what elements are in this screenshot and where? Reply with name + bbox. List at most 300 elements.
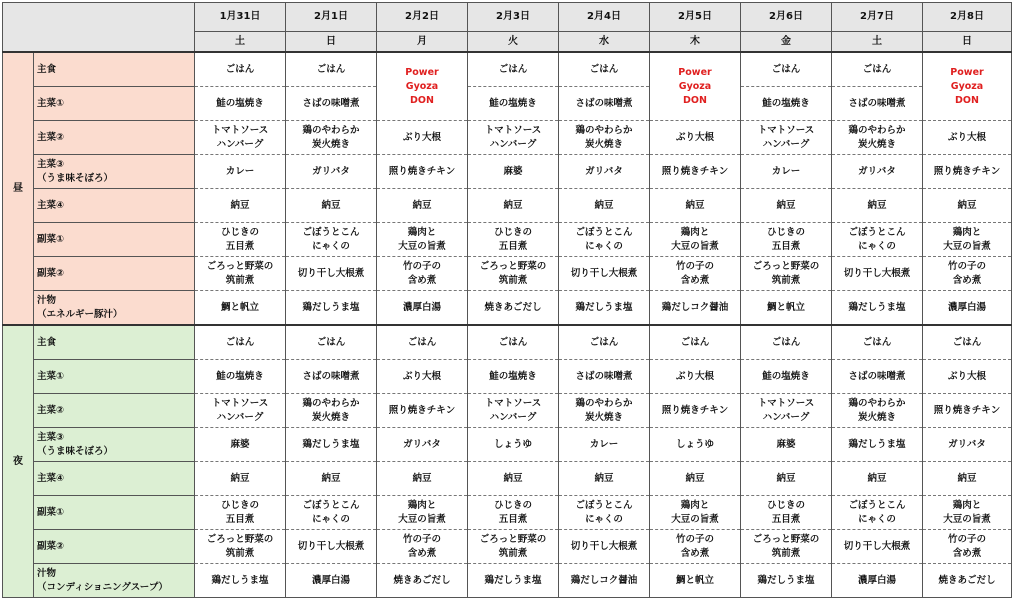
menu-cell-line: 大豆の旨煮 [398, 240, 446, 252]
menu-cell [468, 257, 559, 291]
category-label [34, 121, 195, 155]
menu-cell-text: 濃厚白湯 [947, 301, 986, 313]
menu-cell [195, 155, 286, 189]
menu-cell [923, 189, 1012, 223]
weekday-header: 水 [559, 32, 650, 53]
menu-cell-line: 切り干し大根煮 [570, 267, 638, 279]
menu-cell [377, 223, 468, 257]
section-label-lunch: 昼 [3, 52, 34, 325]
menu-cell-text: 麻婆 [230, 438, 250, 450]
menu-cell [377, 564, 468, 598]
menu-cell-text: さばの味噌煮 [302, 97, 360, 109]
menu-cell [559, 462, 650, 496]
menu-cell-line: 鶏のやわらか [302, 124, 360, 136]
menu-cell [923, 121, 1012, 155]
menu-cell-line: トマトソース [757, 397, 815, 409]
special-line: DON [410, 94, 434, 106]
menu-cell-line: ごぼうとこん [302, 226, 360, 238]
menu-cell [832, 428, 923, 462]
menu-cell-text: 鶏だしうま塩 [848, 301, 906, 313]
menu-cell-line: トマトソース [484, 397, 542, 409]
menu-cell [195, 87, 286, 121]
menu-cell-text: 納豆 [776, 199, 796, 211]
menu-cell-text: ぶり大根 [675, 370, 714, 382]
menu-cell [468, 52, 559, 87]
category-name: 副菜② [37, 267, 65, 279]
menu-cell [832, 394, 923, 428]
menu-cell-line: 照り焼きチキン [933, 404, 1001, 416]
menu-cell [923, 360, 1012, 394]
menu-cell [741, 121, 832, 155]
special-line: DON [955, 94, 979, 106]
weekday-header: 木 [650, 32, 741, 53]
menu-cell-text: 焼きあごだし [938, 574, 996, 586]
menu-cell-line: 竹の子の [947, 533, 986, 545]
menu-cell [741, 564, 832, 598]
menu-cell-line: 竹の子の [675, 260, 714, 272]
menu-cell-text: 納豆 [412, 472, 432, 484]
menu-cell-line: にゃくの [312, 513, 350, 525]
weekday-header: 日 [286, 32, 377, 53]
menu-cell-text: 鶏だしうま塩 [484, 574, 542, 586]
menu-cell-line: ごろっと野菜の [479, 533, 547, 545]
menu-cell [650, 530, 741, 564]
weekday-header: 火 [468, 32, 559, 53]
menu-cell-text: ガリバタ [858, 165, 896, 177]
menu-cell-text: 照り焼きチキン [661, 165, 729, 177]
menu-cell-text: さばの味噌煮 [575, 370, 633, 382]
menu-cell-text: ぶり大根 [402, 370, 441, 382]
category-name: 主菜④ [37, 472, 65, 484]
menu-cell-line: にゃくの [858, 240, 896, 252]
menu-cell [923, 462, 1012, 496]
menu-cell [832, 257, 923, 291]
menu-cell [377, 189, 468, 223]
menu-cell [377, 121, 468, 155]
menu-cell-line: ごぼうとこん [302, 499, 360, 511]
menu-cell-line: ごぼうとこん [848, 499, 906, 511]
menu-cell-text: ごはん [316, 336, 346, 348]
menu-cell-text: 納豆 [957, 472, 977, 484]
menu-cell [923, 325, 1012, 360]
menu-cell-text: ごはん [952, 336, 982, 348]
menu-cell-text: 焼きあごだし [393, 574, 451, 586]
menu-cell-line: ハンバーグ [489, 138, 537, 150]
menu-cell [286, 325, 377, 360]
menu-cell-text: ごはん [771, 63, 801, 75]
menu-cell [650, 291, 741, 326]
menu-cell-line: 竹の子の [947, 260, 986, 272]
menu-cell [832, 189, 923, 223]
special-line: Gyoza [950, 80, 984, 92]
special-line: Gyoza [405, 80, 439, 92]
menu-cell-line: にゃくの [312, 240, 350, 252]
menu-cell-line: ごろっと野菜の [206, 533, 274, 545]
category-name: 主菜① [37, 370, 65, 382]
menu-cell-line: 含め煮 [952, 547, 982, 559]
menu-cell-text: 鯛と帆立 [675, 574, 714, 586]
menu-cell-text: 納豆 [957, 199, 977, 211]
menu-cell [195, 496, 286, 530]
menu-cell [650, 325, 741, 360]
menu-cell [650, 189, 741, 223]
menu-cell [559, 496, 650, 530]
menu-cell [286, 428, 377, 462]
menu-cell-text: 鮭の塩焼き [216, 97, 264, 109]
menu-cell-text: 納豆 [230, 199, 250, 211]
category-name: 主食 [37, 336, 57, 348]
menu-cell-line: 五目煮 [225, 513, 255, 525]
category-label [34, 52, 195, 87]
menu-cell [923, 496, 1012, 530]
menu-cell-line: 切り干し大根煮 [843, 540, 911, 552]
menu-cell-line: 鶏肉と [407, 499, 437, 511]
menu-cell-line: 筑前煮 [771, 274, 801, 286]
menu-cell-text: 照り焼きチキン [388, 165, 456, 177]
menu-cell-text: 納豆 [594, 199, 614, 211]
menu-cell-line: 切り干し大根煮 [297, 540, 365, 552]
menu-cell-line: 含め煮 [407, 547, 437, 559]
menu-cell [559, 257, 650, 291]
menu-cell-text: 鮭の塩焼き [489, 370, 537, 382]
menu-cell-line: ひじきの [220, 499, 259, 511]
date-header: 1月31日 [195, 3, 286, 32]
menu-cell [832, 52, 923, 87]
menu-row [3, 530, 1012, 564]
menu-cell [195, 223, 286, 257]
menu-cell [468, 121, 559, 155]
menu-cell-line: トマトソース [484, 124, 542, 136]
menu-cell [195, 462, 286, 496]
menu-cell-line: 大豆の旨煮 [671, 513, 719, 525]
menu-cell [195, 428, 286, 462]
menu-cell-line: 照り焼きチキン [388, 404, 456, 416]
menu-cell [468, 462, 559, 496]
menu-cell [559, 223, 650, 257]
menu-cell-line: 切り干し大根煮 [297, 267, 365, 279]
menu-cell [923, 257, 1012, 291]
menu-cell-text: 納豆 [321, 472, 341, 484]
menu-cell-line: 鶏のやわらか [848, 124, 906, 136]
menu-cell [741, 325, 832, 360]
menu-cell-text: カレー [771, 165, 801, 177]
menu-cell [832, 223, 923, 257]
menu-row [3, 155, 1012, 189]
date-header: 2月3日 [468, 3, 559, 32]
menu-cell [468, 564, 559, 598]
menu-cell-line: ひじきの [766, 499, 805, 511]
menu-cell [650, 428, 741, 462]
menu-cell-text: さばの味噌煮 [848, 97, 906, 109]
menu-cell [650, 462, 741, 496]
menu-cell-line: 照り焼きチキン [661, 404, 729, 416]
menu-cell-text: ガリバタ [312, 165, 350, 177]
menu-cell [377, 428, 468, 462]
menu-cell [195, 121, 286, 155]
menu-cell [832, 564, 923, 598]
menu-row [3, 223, 1012, 257]
menu-cell-text: ガリバタ [948, 438, 986, 450]
menu-cell [468, 394, 559, 428]
menu-cell [741, 223, 832, 257]
menu-cell-line: 鶏肉と [952, 226, 982, 238]
menu-cell-text: ごはん [771, 336, 801, 348]
menu-cell-line: ハンバーグ [216, 138, 264, 150]
category-name: 汁物 [37, 567, 57, 579]
special-line: Gyoza [678, 80, 712, 92]
menu-cell-text: 濃厚白湯 [857, 574, 896, 586]
menu-cell [468, 189, 559, 223]
date-header: 2月6日 [741, 3, 832, 32]
menu-cell-line: ごぼうとこん [575, 226, 633, 238]
menu-cell-line: トマトソース [757, 124, 815, 136]
menu-cell-text: ガリバタ [403, 438, 441, 450]
category-label [34, 564, 195, 598]
category-note: （エネルギー豚汁） [37, 308, 123, 320]
menu-cell [923, 564, 1012, 598]
menu-cell [195, 325, 286, 360]
menu-cell [650, 155, 741, 189]
menu-cell-line: 鶏肉と [407, 226, 437, 238]
menu-cell [468, 291, 559, 326]
menu-cell [559, 121, 650, 155]
menu-cell-special [377, 52, 468, 121]
menu-cell [923, 291, 1012, 326]
menu-row [3, 189, 1012, 223]
menu-cell-line: 筑前煮 [771, 547, 801, 559]
menu-cell-line: にゃくの [858, 513, 896, 525]
menu-cell-text: 鮭の塩焼き [762, 370, 810, 382]
menu-cell [741, 428, 832, 462]
menu-cell-text: ごはん [589, 63, 619, 75]
menu-cell-line: 五目煮 [498, 240, 528, 252]
category-name: 副菜② [37, 540, 65, 552]
menu-cell [286, 360, 377, 394]
menu-row [3, 360, 1012, 394]
menu-cell [286, 257, 377, 291]
menu-row [3, 257, 1012, 291]
date-header: 2月8日 [923, 3, 1012, 32]
menu-cell-text: 鶏だしうま塩 [211, 574, 269, 586]
menu-cell-line: 鶏のやわらか [302, 397, 360, 409]
special-line: Power [678, 66, 712, 78]
category-label [34, 189, 195, 223]
menu-cell-line: 大豆の旨煮 [398, 513, 446, 525]
menu-cell-text: 照り焼きチキン [933, 165, 1001, 177]
menu-cell [559, 189, 650, 223]
menu-cell-special [923, 52, 1012, 121]
menu-cell-text: 鶏だしうま塩 [848, 438, 906, 450]
menu-cell-text: ごはん [680, 336, 710, 348]
menu-cell [923, 428, 1012, 462]
menu-cell [468, 325, 559, 360]
menu-cell [650, 496, 741, 530]
special-line: DON [683, 94, 707, 106]
menu-cell-line: ひじきの [493, 226, 532, 238]
menu-cell-text: 濃厚白湯 [311, 574, 350, 586]
menu-row [3, 394, 1012, 428]
menu-cell-text: 鶏だしコク醤油 [661, 301, 729, 313]
menu-cell-line: 炭火焼き [584, 138, 623, 150]
date-header: 2月4日 [559, 3, 650, 32]
menu-cell-text: 鯛と帆立 [766, 301, 805, 313]
menu-cell-line: ぶり大根 [947, 131, 986, 143]
category-label [34, 291, 195, 326]
menu-cell-line: にゃくの [585, 513, 623, 525]
menu-cell-line: 竹の子の [675, 533, 714, 545]
menu-cell-text: 鯛と帆立 [220, 301, 259, 313]
menu-cell-line: トマトソース [211, 124, 269, 136]
menu-cell-line: ぶり大根 [675, 131, 714, 143]
menu-cell [832, 530, 923, 564]
menu-cell [195, 52, 286, 87]
menu-cell-text: さばの味噌煮 [302, 370, 360, 382]
menu-cell-text: 納豆 [503, 472, 523, 484]
menu-row [3, 428, 1012, 462]
menu-cell [195, 257, 286, 291]
menu-cell [377, 155, 468, 189]
menu-cell [650, 257, 741, 291]
menu-cell [286, 291, 377, 326]
menu-cell [468, 155, 559, 189]
header-dates-row [3, 3, 1012, 32]
menu-cell-special [650, 52, 741, 121]
menu-cell [832, 87, 923, 121]
menu-cell-line: 切り干し大根煮 [843, 267, 911, 279]
menu-cell [468, 530, 559, 564]
menu-cell-line: 五目煮 [225, 240, 255, 252]
menu-cell [741, 530, 832, 564]
category-label [34, 87, 195, 121]
menu-cell [832, 496, 923, 530]
weekday-header: 月 [377, 32, 468, 53]
menu-cell-line: 炭火焼き [311, 138, 350, 150]
menu-cell [377, 325, 468, 360]
menu-cell-text: ごはん [589, 336, 619, 348]
menu-cell [195, 530, 286, 564]
menu-cell-text: 納豆 [503, 199, 523, 211]
menu-cell [377, 360, 468, 394]
menu-cell-text: 焼きあごだし [484, 301, 542, 313]
menu-cell [650, 121, 741, 155]
category-label [34, 496, 195, 530]
special-line: Power [405, 66, 439, 78]
menu-cell [195, 291, 286, 326]
menu-cell [377, 496, 468, 530]
category-label [34, 325, 195, 360]
menu-cell-text: ごはん [225, 336, 255, 348]
menu-cell-line: ハンバーグ [216, 411, 264, 423]
menu-cell-text: 鶏だしうま塩 [757, 574, 815, 586]
menu-cell-text: ごはん [498, 336, 528, 348]
menu-cell-line: 含め煮 [407, 274, 437, 286]
menu-cell-text: 納豆 [412, 199, 432, 211]
category-name: 副菜① [37, 233, 65, 245]
menu-cell-line: 五目煮 [771, 513, 801, 525]
menu-cell-line: 含め煮 [952, 274, 982, 286]
menu-cell-line: 炭火焼き [584, 411, 623, 423]
menu-cell-text: カレー [225, 165, 255, 177]
menu-cell-text: ごはん [407, 336, 437, 348]
menu-cell [559, 87, 650, 121]
menu-cell-line: ぶり大根 [402, 131, 441, 143]
menu-cell [741, 52, 832, 87]
category-name: 副菜① [37, 506, 65, 518]
menu-cell-line: トマトソース [211, 397, 269, 409]
menu-row [3, 291, 1012, 326]
menu-cell-line: ハンバーグ [762, 138, 810, 150]
menu-cell [741, 462, 832, 496]
category-note: （うま味そぼろ） [37, 172, 114, 184]
menu-row [3, 325, 1012, 360]
menu-cell-line: 大豆の旨煮 [943, 240, 991, 252]
menu-cell-text: ごはん [316, 63, 346, 75]
menu-cell-line: 鶏肉と [680, 226, 710, 238]
menu-cell [195, 394, 286, 428]
menu-cell [286, 394, 377, 428]
menu-cell [741, 155, 832, 189]
menu-cell [377, 291, 468, 326]
menu-cell-line: 筑前煮 [498, 274, 528, 286]
menu-cell-text: 納豆 [685, 472, 705, 484]
menu-cell [286, 121, 377, 155]
category-name: 主菜④ [37, 199, 65, 211]
menu-cell-text: さばの味噌煮 [575, 97, 633, 109]
category-name: 主菜① [37, 97, 65, 109]
menu-cell-line: 炭火焼き [311, 411, 350, 423]
category-label [34, 428, 195, 462]
menu-cell [377, 462, 468, 496]
menu-cell-line: 竹の子の [402, 260, 441, 272]
menu-cell [195, 189, 286, 223]
menu-cell-line: 竹の子の [402, 533, 441, 545]
menu-cell-text: 麻婆 [776, 438, 796, 450]
menu-cell-text: しょうゆ [493, 438, 532, 450]
menu-cell-line: 鶏のやわらか [848, 397, 906, 409]
category-label [34, 394, 195, 428]
menu-cell-line: 含め煮 [680, 274, 710, 286]
menu-cell [741, 257, 832, 291]
menu-cell-line: 鶏のやわらか [575, 397, 633, 409]
menu-row [3, 52, 1012, 87]
menu-cell-text: 鶏だしうま塩 [302, 438, 360, 450]
menu-cell-text: 納豆 [594, 472, 614, 484]
menu-cell-text: 麻婆 [503, 165, 523, 177]
weekday-header: 土 [832, 32, 923, 53]
menu-cell [468, 496, 559, 530]
menu-cell-text: 鮭の塩焼き [762, 97, 810, 109]
menu-row [3, 121, 1012, 155]
weekday-header: 土 [195, 32, 286, 53]
category-name: 主食 [37, 63, 57, 75]
menu-cell [559, 325, 650, 360]
menu-cell-text: 濃厚白湯 [402, 301, 441, 313]
menu-cell [286, 189, 377, 223]
menu-cell-text: ぶり大根 [947, 370, 986, 382]
category-label [34, 462, 195, 496]
menu-cell [468, 87, 559, 121]
menu-cell [377, 530, 468, 564]
menu-cell-text: ごはん [862, 63, 892, 75]
menu-cell [468, 223, 559, 257]
menu-cell-line: ごろっと野菜の [752, 533, 820, 545]
category-name: 汁物 [37, 294, 57, 306]
menu-cell [832, 155, 923, 189]
menu-cell [650, 394, 741, 428]
menu-cell [650, 564, 741, 598]
menu-cell-line: 炭火焼き [857, 411, 896, 423]
menu-cell [559, 428, 650, 462]
